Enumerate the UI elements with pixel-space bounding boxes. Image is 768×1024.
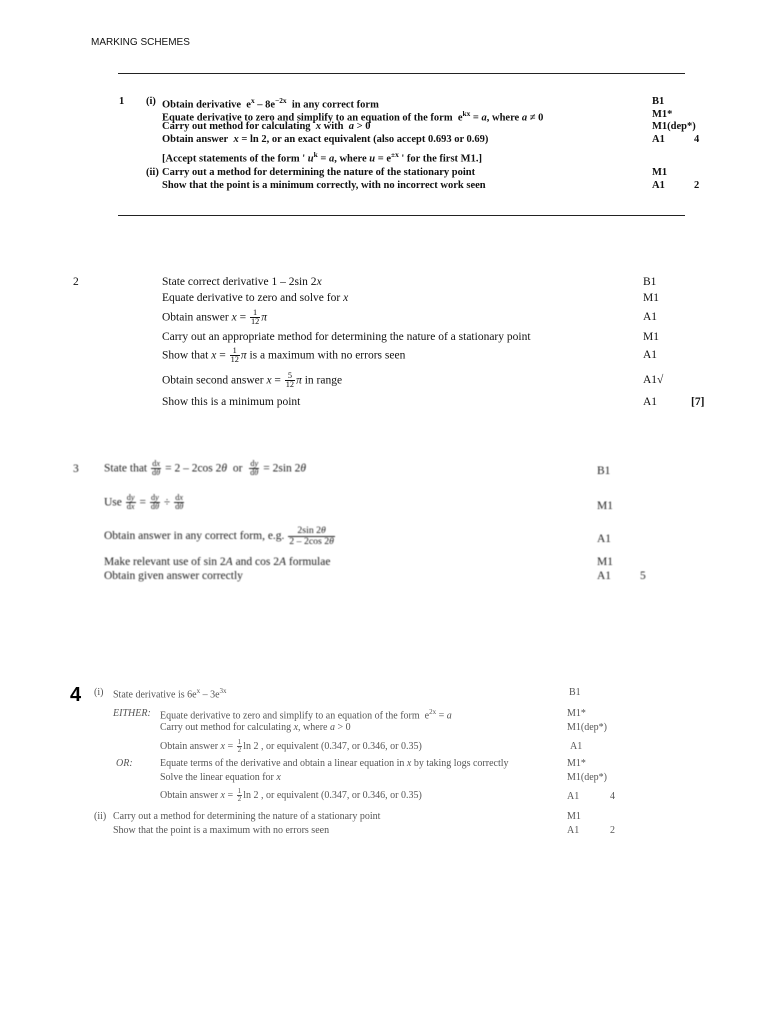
- mark: M1: [643, 331, 659, 343]
- marking-line: Obtain answer x = $\frac{1}{2}$ ln 2 , or equivalent (0.347, or 0.346, or 0.35): [160, 787, 422, 804]
- marking-line: Obtain answer x = ln 2, or an exact equivalent (also accept 0.693 or 0.69): [162, 134, 489, 145]
- part-total: 2: [694, 180, 700, 191]
- part-label: (ii): [146, 167, 159, 178]
- mark: A1: [643, 311, 658, 323]
- mark: A1√: [643, 374, 664, 386]
- mark: M1: [567, 811, 581, 822]
- mark: A1: [567, 825, 580, 836]
- mark: M1: [643, 292, 659, 304]
- marking-line: Use $\frac{dy}{dx}$ = $\frac{dy}{d\theta}$ ÷ $\frac{dx}{d\theta}$: [104, 493, 184, 512]
- mark: M1(dep*): [567, 722, 607, 733]
- marking-line: State correct derivative 1 – 2sin 2x: [162, 276, 322, 288]
- page-header: MARKING SCHEMES: [91, 37, 190, 48]
- marking-line: Obtain second answer x = $\frac{5}{12}$ π in range: [162, 371, 343, 390]
- marking-line: State derivative is $6e^x - 3e^{3x}$: [113, 687, 227, 701]
- marking-note: [Accept statements of the form ' $u^k = a$, where $u = e^{\pm x}$ ' for the first M1.]: [162, 150, 482, 165]
- part-total: 2: [610, 825, 615, 836]
- mark: M1: [597, 500, 613, 512]
- question-number: 4: [70, 684, 82, 706]
- question-total: 5: [640, 570, 646, 582]
- question-number: 2: [73, 276, 79, 288]
- marking-line: Show this is a minimum point: [162, 396, 301, 408]
- mark: B1: [597, 465, 611, 477]
- marking-line: Show that x = $\frac{1}{12}$ π is a maximum with no errors seen: [162, 346, 406, 365]
- method-label: EITHER:: [113, 708, 151, 719]
- marking-line: Show that the point is a minimum correctly, with no incorrect work seen: [162, 180, 486, 191]
- mark: A1: [643, 349, 658, 361]
- question-number: 1: [119, 96, 125, 107]
- marking-line: Solve the linear equation for x: [160, 772, 281, 783]
- mark: A1: [597, 533, 612, 545]
- bottom-rule: [118, 215, 685, 216]
- mark: A1: [652, 134, 665, 145]
- marking-line: Obtain answer x = $\frac{1}{12}$ π: [162, 308, 268, 327]
- mark: M1*: [567, 758, 586, 769]
- marking-line: Carry out a method for determining the nature of the stationary point: [162, 167, 476, 178]
- part-label: (i): [94, 687, 104, 698]
- marking-line: Equate derivative to zero and simplify to an equation of the form $e^{kx} = a$, where a ≠ 0: [162, 109, 544, 124]
- question-total: [7]: [691, 396, 705, 408]
- part-label: (ii): [94, 811, 107, 822]
- mark: B1: [569, 687, 581, 698]
- part-label: (i): [146, 96, 156, 107]
- mark: M1(dep*): [567, 772, 607, 783]
- top-rule: [118, 73, 685, 74]
- marking-line: Carry out a method for determining the nature of a stationary point: [113, 811, 381, 822]
- mark: M1*: [567, 708, 586, 719]
- mark: M1*: [652, 109, 673, 120]
- mark: B1: [643, 276, 657, 288]
- mark: B1: [652, 96, 665, 107]
- marking-line: Equate derivative to zero and solve for x: [162, 292, 349, 304]
- part-total: 4: [694, 134, 700, 145]
- marking-line: Show that the point is a maximum with no errors seen: [113, 825, 330, 836]
- mark: M1: [652, 167, 668, 178]
- mark: A1: [643, 396, 658, 408]
- part-total: 4: [610, 791, 615, 802]
- marking-line: Obtain derivative $e^x - 8e^{-2x}$ in any correct form: [162, 96, 379, 111]
- mark: A1: [597, 570, 612, 582]
- mark: M1: [597, 556, 613, 568]
- question-number: 3: [73, 463, 79, 475]
- marking-line: Carry out an appropriate method for determining the nature of a stationary point: [162, 331, 531, 343]
- marking-line: Make relevant use of sin 2A and cos 2A formulae: [104, 556, 331, 568]
- mark: A1: [567, 791, 580, 802]
- marking-line: Carry out method for calculating x with a > 0: [162, 121, 371, 132]
- marking-line: Obtain given answer correctly: [104, 570, 243, 582]
- mark: M1(dep*): [652, 121, 696, 132]
- marking-line: Obtain answer in any correct form, e.g. $\frac{2\sin 2\theta}{2 - 2\cos 2\theta}$: [104, 525, 334, 547]
- marking-line: Equate derivative to zero and simplify to an equation of the form $e^{2x} = a$: [160, 708, 452, 722]
- marking-line: Equate terms of the derivative and obtain a linear equation in x by taking logs correctly: [160, 758, 509, 769]
- method-label: OR:: [116, 758, 133, 769]
- marking-line: Carry out method for calculating x, where a > 0: [160, 722, 351, 733]
- marking-line: State that $\frac{dx}{d\theta}$ = 2 – 2cos 2θ or $\frac{dy}{d\theta}$ = 2sin 2θ: [104, 459, 307, 478]
- marking-line: Obtain answer x = $\frac{1}{2}$ ln 2 , or equivalent (0.347, or 0.346, or 0.35): [160, 738, 422, 755]
- mark: A1: [570, 741, 583, 752]
- mark: A1: [652, 180, 665, 191]
